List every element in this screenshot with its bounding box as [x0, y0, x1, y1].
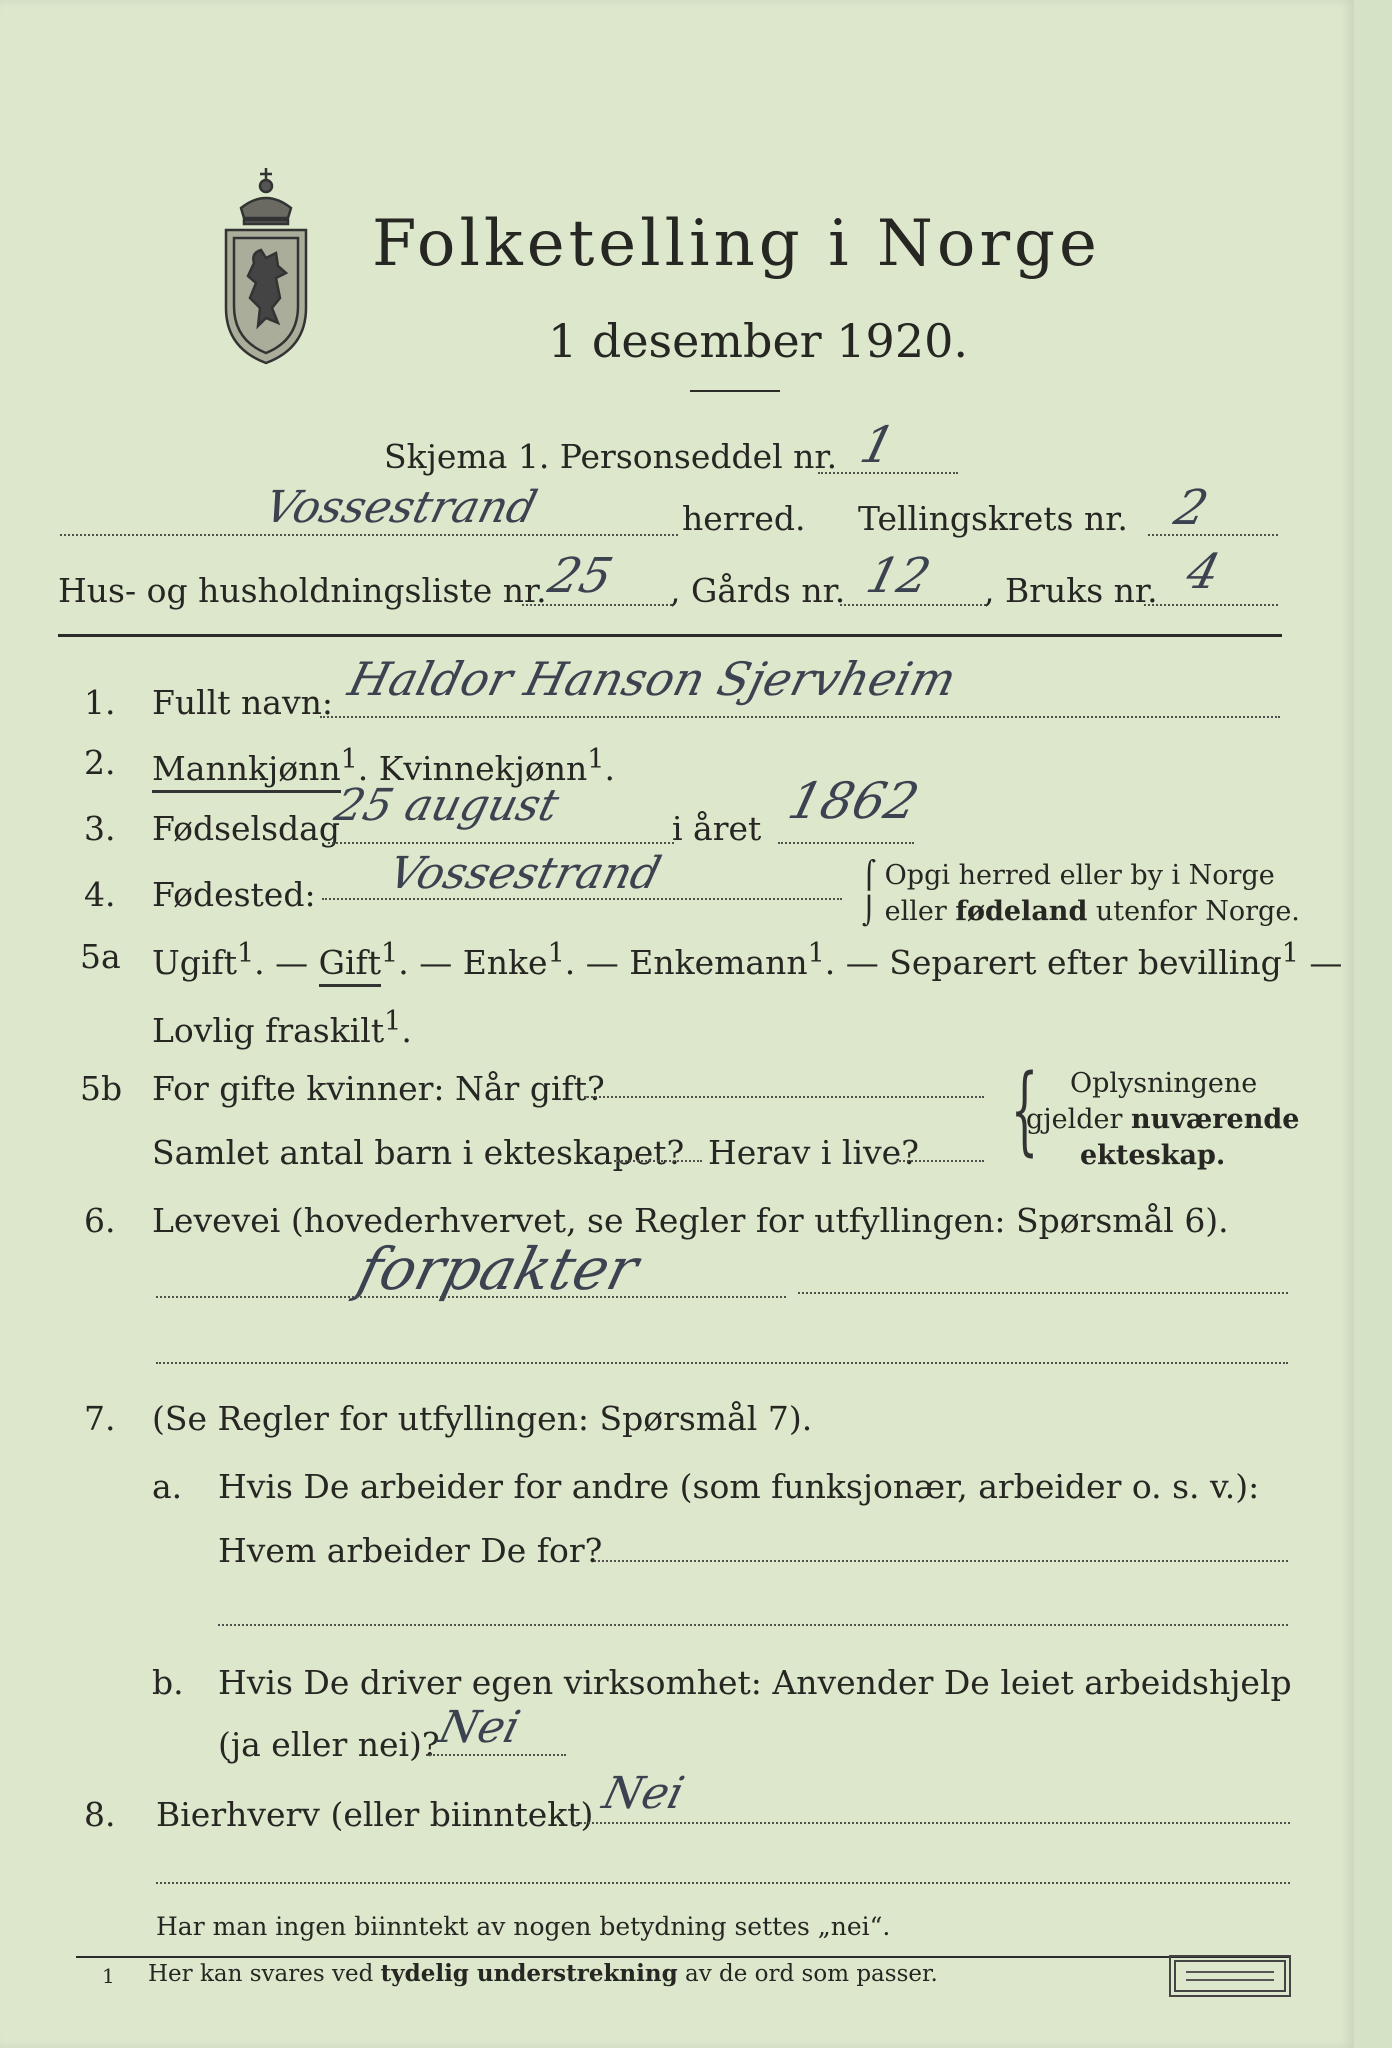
year-label: i året — [672, 809, 762, 848]
hus-value: 25 — [543, 548, 619, 604]
birthdate-value: 25 august — [329, 780, 564, 831]
birth-year-value: 1862 — [782, 772, 925, 830]
occupation-value: forpakter — [351, 1235, 645, 1303]
ugift-option: Ugift — [152, 943, 237, 982]
married-date-line — [584, 1096, 984, 1098]
q4-note-line1: ⌠ Opgi herred eller by i Norge — [862, 860, 1275, 891]
biinntekt-note: Har man ingen biinntekt av nogen betydning settes „nei“. — [156, 1912, 891, 1941]
children-total-label: Samlet antal barn i ekteskapet? — [152, 1133, 685, 1172]
schema-label: Skjema 1. Personseddel nr. — [384, 437, 838, 476]
herred-line — [60, 534, 678, 536]
children-alive-line — [896, 1160, 984, 1162]
birthplace-value: Vossestrand — [383, 848, 666, 899]
year-line — [778, 842, 914, 844]
hired-help-value: Nei — [433, 1702, 526, 1753]
census-date: 1 desember 1920. — [548, 314, 968, 368]
full-name-value: Haldor Hanson Sjervheim — [343, 652, 962, 706]
gards-line — [840, 604, 986, 606]
side-income-line-2 — [156, 1882, 1290, 1884]
footnote-text: Her kan svares ved tydelig understrekning av de ord som passer. — [148, 1960, 938, 1987]
enke-option: Enke — [462, 943, 548, 982]
header-separator — [58, 634, 1282, 637]
side-income-line — [572, 1822, 1290, 1824]
employer-line-2 — [218, 1624, 1288, 1626]
female-option: Kvinnekjønn — [378, 749, 588, 788]
printer-stamp — [1174, 1960, 1286, 1992]
occupation-line-1b — [798, 1292, 1288, 1294]
children-alive-label: Herav i live? — [708, 1133, 919, 1172]
q2-options: Mannkjønn$^1$. Kvinnekjønn$^1$. — [152, 746, 615, 785]
herred-label: herred. — [682, 499, 806, 538]
q5a-number: 5a — [80, 937, 121, 976]
hus-line — [522, 604, 672, 606]
q7a-question: Hvem arbeider De for? — [218, 1531, 603, 1570]
q3-label: Fødselsdag — [152, 809, 340, 848]
norwegian-coat-of-arms-icon — [206, 158, 326, 368]
side-income-value: Nei — [597, 1768, 690, 1819]
q7b-letter: b. — [152, 1663, 184, 1702]
bruks-label: , Bruks nr. — [984, 571, 1158, 610]
form-title: Folketelling i Norge — [372, 207, 1101, 281]
gards-value: 12 — [861, 548, 937, 604]
herred-value: Vossestrand — [259, 482, 542, 533]
q5b-note-line2: gjelder nuværende — [1026, 1104, 1300, 1135]
printer-mark-icon — [1176, 1962, 1284, 1990]
bruks-line — [1144, 604, 1278, 606]
bruks-value: 4 — [1181, 544, 1226, 600]
married-date-label: For gifte kvinner: Når gift? — [152, 1069, 605, 1108]
birthdate-line — [328, 842, 674, 844]
occupation-line-1a — [156, 1296, 786, 1298]
schema-number-value: 1 — [854, 416, 902, 474]
marital-status-options: Ugift$^1$. — Gift$^1$. — Enke$^1$. — Enkemann$^1$. — Separert efter bevilling$^1$ — — [152, 940, 1342, 979]
footer-rule — [76, 1956, 1290, 1958]
footnote-marker: 1 — [102, 1964, 115, 1988]
q6-number: 6. — [84, 1201, 116, 1240]
q4-label: Fødested: — [152, 875, 316, 914]
children-total-line — [614, 1160, 702, 1162]
fraskilt-row: Lovlig fraskilt$^1$. — [152, 1006, 412, 1050]
q3-number: 3. — [84, 809, 116, 848]
q5b-number: 5b — [80, 1069, 123, 1108]
q4-number: 4. — [84, 875, 116, 914]
q8-number: 8. — [84, 1795, 116, 1834]
title-divider — [690, 390, 780, 392]
tellingskrets-label: Tellingskrets nr. — [858, 499, 1128, 538]
occupation-line-2 — [156, 1362, 1288, 1364]
q7-label: (Se Regler for utfyllingen: Spørsmål 7). — [152, 1399, 813, 1438]
q7a-letter: a. — [152, 1467, 183, 1506]
hus-label: Hus- og husholdningsliste nr. — [58, 571, 547, 610]
q7a-text: Hvis De arbeider for andre (som funksjonær, arbeider o. s. v.): — [218, 1467, 1260, 1506]
employer-line-1 — [594, 1560, 1288, 1562]
tellingskrets-value: 2 — [1169, 480, 1214, 536]
q7b-text: Hvis De driver egen virksomhet: Anvender De leiet arbeidshjelp — [218, 1663, 1292, 1702]
q7-number: 7. — [84, 1399, 116, 1438]
q5b-brace: { — [1010, 1054, 1039, 1166]
enkemann-option: Enkemann — [629, 943, 808, 982]
male-option: Mannkjønn — [152, 749, 341, 793]
q5b-note-line3: ekteskap. — [1080, 1140, 1226, 1171]
q2-number: 2. — [84, 743, 116, 782]
q1-number: 1. — [84, 683, 116, 722]
fraskilt-option: Lovlig fraskilt — [152, 1011, 385, 1050]
q1-label: Fullt navn: — [152, 683, 333, 722]
q1-line — [320, 716, 1280, 718]
gift-option: Gift — [319, 943, 381, 987]
q7b-question: (ja eller nei)? — [218, 1725, 440, 1764]
q4-note-line2: ⌡ eller fødeland utenfor Norge. — [862, 896, 1300, 927]
schema-line — [818, 472, 958, 474]
hired-help-line — [426, 1754, 566, 1756]
q6-label: Levevei (hovederhvervet, se Regler for utfyllingen: Spørsmål 6). — [152, 1201, 1229, 1240]
separert-option: Separert efter bevilling — [889, 943, 1282, 982]
gards-label: , Gårds nr. — [670, 571, 846, 610]
tellingskrets-line — [1148, 534, 1278, 536]
q8-label: Bierhverv (eller biinntekt) — [156, 1795, 594, 1834]
q5b-note-line1: Oplysningene — [1070, 1068, 1258, 1099]
